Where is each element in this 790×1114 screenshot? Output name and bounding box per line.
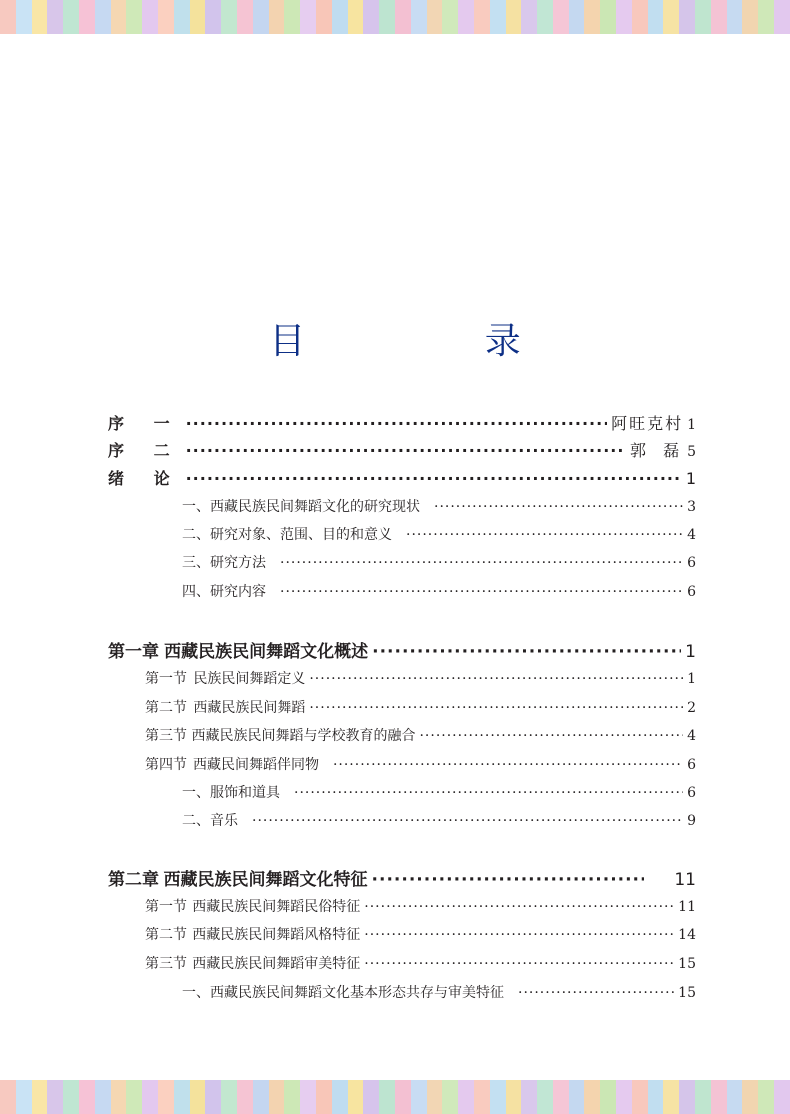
toc-intro-item[interactable] — [182, 496, 696, 518]
toc-author: 阿旺克村 — [611, 414, 684, 433]
toc-section-number: 第三节 — [145, 956, 187, 972]
leader-dots — [434, 496, 683, 518]
toc-page: 11 — [674, 870, 696, 890]
toc-chapter-number: 第一章 — [108, 642, 159, 662]
leader-dots — [252, 810, 683, 832]
toc-label: 三、研究方法 — [182, 555, 266, 571]
leader-dots — [309, 668, 683, 690]
toc-page: 1 — [687, 671, 696, 687]
toc-page: 1 — [685, 642, 696, 662]
toc-intro-item[interactable] — [182, 552, 696, 574]
toc-section-title: 西藏民族民间舞蹈风格特征 — [192, 927, 361, 943]
toc-section[interactable] — [145, 725, 696, 747]
toc-page: 4 — [687, 728, 696, 744]
toc-page: 1 — [687, 417, 696, 433]
toc-preface-1[interactable] — [108, 413, 696, 435]
toc-page: 6 — [687, 584, 696, 600]
toc-chapter-title: 西藏民族民间舞蹈文化概述 — [164, 642, 369, 662]
leader-dots — [280, 552, 683, 574]
toc-section[interactable] — [145, 924, 696, 946]
toc-section-number: 第三节 — [145, 728, 187, 744]
toc-page: 15 — [678, 956, 696, 972]
toc-page: 6 — [687, 555, 696, 571]
toc-page: 4 — [687, 527, 696, 543]
toc-section-number: 第一节 — [145, 899, 187, 915]
leader-dots — [364, 924, 674, 946]
toc-label: 二、研究对象、范围、目的和意义 — [182, 527, 392, 543]
toc-label: 绪 论 — [108, 469, 182, 488]
leader-dots — [309, 697, 683, 719]
leader-dots — [186, 440, 626, 462]
toc-label: 一、服饰和道具 — [182, 785, 280, 801]
toc-subitem[interactable] — [182, 982, 696, 1004]
toc-page: 9 — [687, 813, 696, 829]
leader-dots — [186, 468, 682, 490]
toc-section[interactable] — [145, 953, 696, 975]
toc-chapter-title: 西藏民族民间舞蹈文化特征 — [163, 870, 368, 890]
toc-page: 15 — [678, 985, 696, 1001]
toc-section-title: 民族民间舞蹈定义 — [193, 671, 306, 687]
leader-dots — [419, 725, 683, 747]
toc-page: 6 — [687, 757, 696, 773]
toc-chapter-1[interactable] — [108, 640, 696, 664]
toc-page: 5 — [687, 444, 696, 460]
toc-section-number: 第二节 — [145, 700, 187, 716]
leader-dots — [372, 868, 645, 892]
leader-dots — [372, 640, 681, 664]
toc-section[interactable] — [145, 896, 696, 918]
toc-section[interactable] — [145, 668, 696, 690]
leader-dots — [333, 754, 683, 776]
toc-section-title: 西藏民间舞蹈伴同物 — [192, 757, 319, 773]
toc-label: 一、西藏民族民间舞蹈文化的研究现状 — [182, 499, 420, 515]
leader-dots — [294, 782, 683, 804]
toc-page: 6 — [687, 785, 696, 801]
toc-preface-2[interactable] — [108, 440, 696, 462]
leader-dots — [364, 953, 674, 975]
toc-section[interactable] — [145, 754, 696, 776]
toc-subitem[interactable] — [182, 810, 696, 832]
toc-chapter-number: 第二章 — [108, 870, 159, 890]
toc-page: 14 — [678, 927, 696, 943]
toc-section-number: 第二节 — [145, 927, 187, 943]
toc-page: 11 — [678, 899, 696, 915]
toc-section-title: 西藏民族民间舞蹈与学校教育的融合 — [191, 728, 416, 744]
toc-page: 3 — [687, 499, 696, 515]
toc-chapter-2[interactable] — [108, 868, 696, 892]
toc-subitem[interactable] — [182, 782, 696, 804]
toc-label: 四、研究内容 — [182, 584, 266, 600]
toc-label: 序 二 — [108, 441, 182, 460]
toc-page: 1 — [685, 469, 696, 488]
toc-section-title: 西藏民族民间舞蹈审美特征 — [192, 956, 361, 972]
toc-label: 二、音乐 — [182, 813, 238, 829]
toc-author: 郭 磊 — [629, 441, 686, 460]
leader-dots — [186, 413, 607, 435]
toc-section-title: 西藏民族民间舞蹈 — [193, 700, 306, 716]
toc-intro-item[interactable] — [182, 524, 696, 546]
toc-introduction[interactable] — [108, 468, 696, 490]
toc-page: 2 — [687, 700, 696, 716]
toc-section-number: 第一节 — [145, 671, 187, 687]
leader-dots — [364, 896, 674, 918]
toc-section-title: 西藏民族民间舞蹈民俗特征 — [192, 899, 361, 915]
leader-dots — [280, 581, 683, 603]
toc-label: 序 一 — [108, 414, 182, 433]
leader-dots — [406, 524, 683, 546]
toc-section-number: 第四节 — [145, 757, 187, 773]
toc-label: 一、西藏民族民间舞蹈文化基本形态共存与审美特征 — [182, 985, 504, 1001]
leader-dots — [518, 982, 674, 1004]
toc-intro-item[interactable] — [182, 581, 696, 603]
page-title: 目 录 — [269, 321, 605, 362]
toc-section[interactable] — [145, 697, 696, 719]
